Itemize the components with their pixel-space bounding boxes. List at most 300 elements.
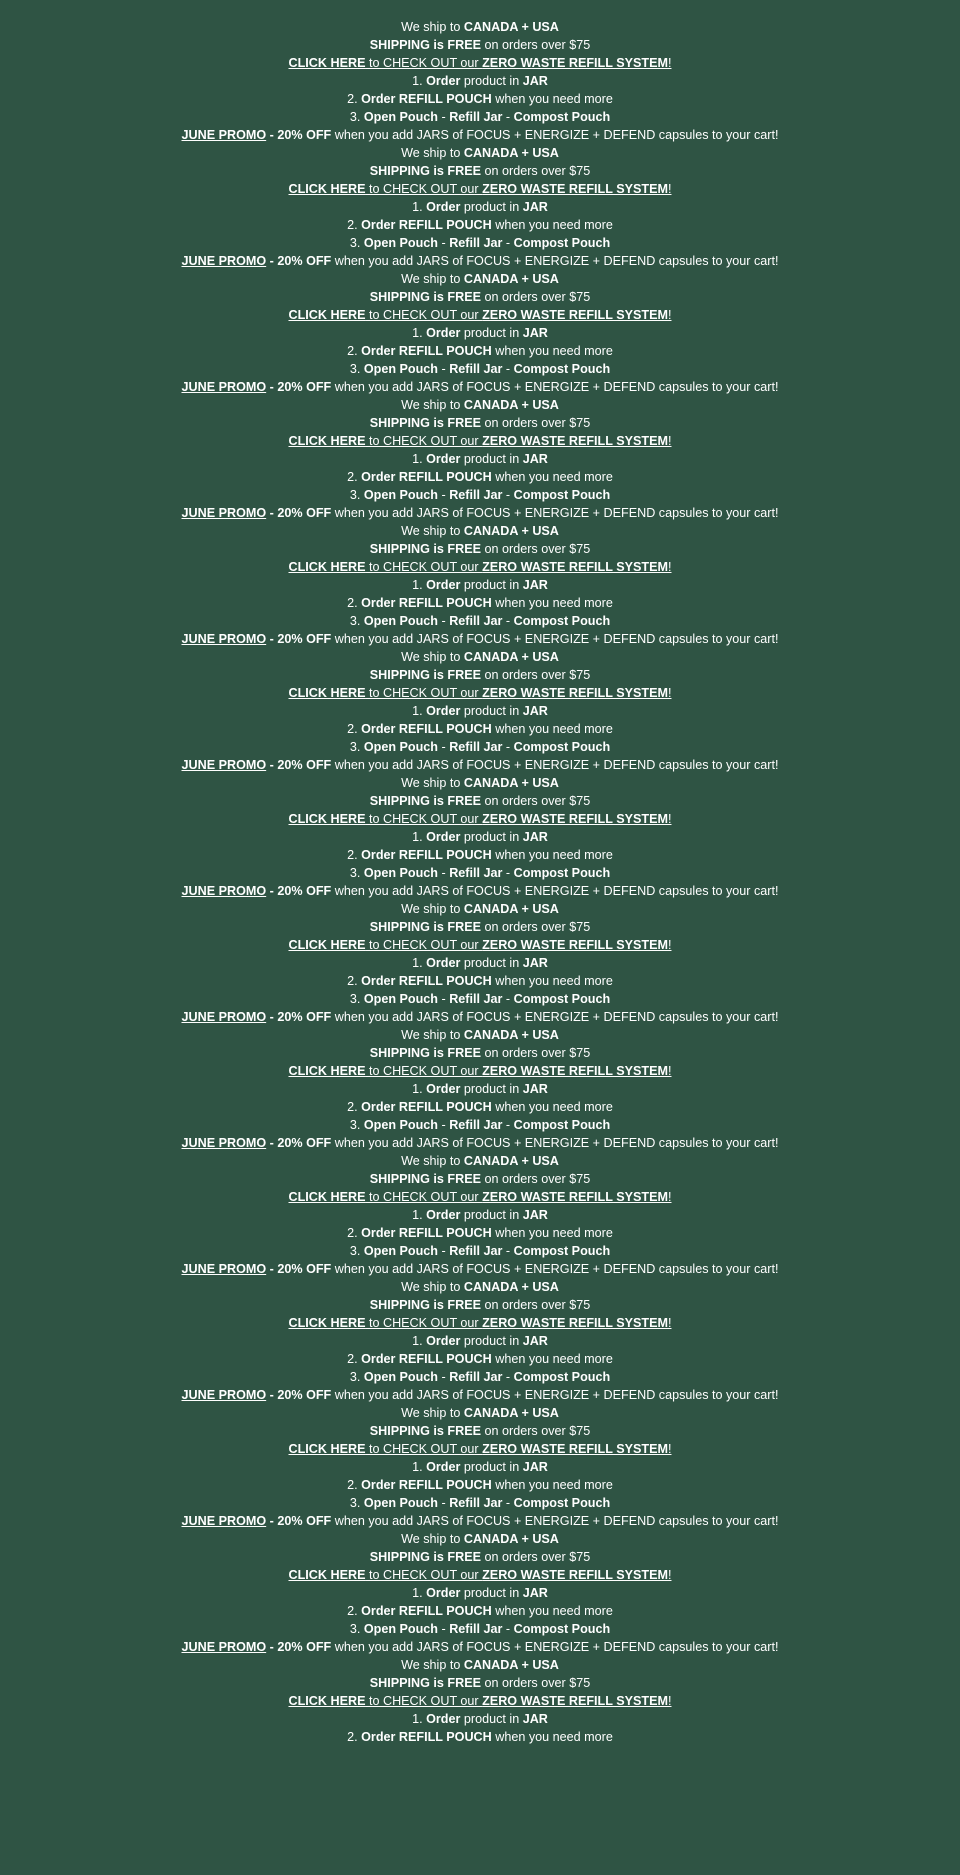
refill-system-link-part: CLICK HERE	[288, 686, 366, 700]
step-1-text-part: Order	[426, 200, 461, 214]
step-1-text-part: 1.	[412, 578, 427, 592]
june-promo-link-part: when you add JARS of FOCUS + ENERGIZE + DEFEND capsules to your cart!	[331, 1262, 779, 1276]
step-3-text	[0, 1242, 960, 1260]
june-promo-link-part: when you add JARS of FOCUS + ENERGIZE + DEFEND capsules to your cart!	[331, 1514, 779, 1528]
step-3-text-part: Compost Pouch	[513, 1118, 611, 1132]
shipping-region-text-part: We ship to	[401, 146, 464, 160]
step-2-text	[0, 1728, 960, 1746]
free-shipping-text-part: SHIPPING is FREE	[369, 164, 482, 178]
step-1-text-part: JAR	[522, 578, 548, 592]
june-promo-link[interactable]	[0, 882, 960, 900]
refill-system-link[interactable]	[0, 306, 960, 324]
june-promo-link-part: - 20% OFF	[266, 758, 332, 772]
shipping-region-text	[0, 1026, 960, 1044]
shipping-region-text	[0, 900, 960, 918]
shipping-region-text	[0, 1656, 960, 1674]
june-promo-link-part: when you add JARS of FOCUS + ENERGIZE + DEFEND capsules to your cart!	[331, 1640, 779, 1654]
step-1-text-part: Order	[426, 452, 461, 466]
step-3-text-part: -	[438, 866, 450, 880]
step-1-text-part: Order	[426, 956, 461, 970]
step-3-text-part: Refill Jar	[449, 614, 503, 628]
june-promo-link-part: JUNE PROMO	[181, 254, 267, 268]
free-shipping-text-part: SHIPPING is FREE	[369, 920, 482, 934]
june-promo-link[interactable]	[0, 756, 960, 774]
step-1-text	[0, 1710, 960, 1728]
step-1-text-part: Order	[426, 1460, 461, 1474]
june-promo-link-part: JUNE PROMO	[181, 758, 267, 772]
step-3-text-part: -	[438, 236, 450, 250]
shipping-region-text	[0, 1278, 960, 1296]
refill-system-link[interactable]	[0, 1062, 960, 1080]
step-2-text-part: Order REFILL POUCH	[361, 722, 492, 736]
step-1-text	[0, 198, 960, 216]
june-promo-link-part: - 20% OFF	[266, 254, 332, 268]
shipping-region-text	[0, 522, 960, 540]
step-2-text-part: 2.	[347, 1226, 362, 1240]
free-shipping-text	[0, 918, 960, 936]
refill-system-link[interactable]	[0, 1188, 960, 1206]
shipping-region-text-part: CANADA + USA	[463, 1532, 559, 1546]
shipping-region-text	[0, 1152, 960, 1170]
step-1-text-part: JAR	[522, 1334, 548, 1348]
step-2-text-part: 2.	[347, 470, 362, 484]
step-3-text-part: Compost Pouch	[513, 488, 611, 502]
refill-system-link-part: to CHECK OUT our	[365, 1064, 483, 1078]
step-3-text-part: 3.	[349, 1370, 364, 1384]
step-1-text-part: 1.	[412, 452, 427, 466]
step-3-text-part: Compost Pouch	[513, 866, 611, 880]
refill-system-link-part: CLICK HERE	[288, 308, 366, 322]
june-promo-link-part: JUNE PROMO	[181, 128, 267, 142]
refill-system-link-part: to CHECK OUT our	[365, 308, 483, 322]
june-promo-link-part: when you add JARS of FOCUS + ENERGIZE + DEFEND capsules to your cart!	[331, 758, 779, 772]
refill-system-link-part: ZERO WASTE REFILL SYSTEM	[482, 560, 668, 574]
free-shipping-text-part: on orders over $75	[481, 38, 591, 52]
step-3-text-part: -	[438, 1496, 450, 1510]
shipping-region-text	[0, 1530, 960, 1548]
step-2-text-part: Order REFILL POUCH	[361, 1352, 492, 1366]
step-1-text-part: JAR	[522, 1586, 548, 1600]
free-shipping-text-part: on orders over $75	[481, 164, 591, 178]
refill-system-link-part: !	[668, 1442, 672, 1456]
refill-system-link[interactable]	[0, 1692, 960, 1710]
step-3-text-part: Compost Pouch	[513, 1244, 611, 1258]
step-2-text	[0, 1602, 960, 1620]
shipping-region-text-part: We ship to	[401, 272, 464, 286]
step-3-text-part: Compost Pouch	[513, 1496, 611, 1510]
step-3-text-part: Open Pouch	[363, 614, 438, 628]
step-1-text-part: JAR	[522, 1082, 548, 1096]
refill-system-link-part: CLICK HERE	[288, 938, 366, 952]
shipping-region-text-part: CANADA + USA	[463, 1154, 559, 1168]
step-3-text-part: -	[502, 740, 514, 754]
june-promo-link-part: - 20% OFF	[266, 128, 332, 142]
step-2-text-part: when you need more	[491, 1100, 613, 1114]
step-3-text-part: Open Pouch	[363, 1244, 438, 1258]
refill-system-link-part: CLICK HERE	[288, 182, 366, 196]
shipping-region-text-part: We ship to	[401, 1154, 464, 1168]
step-1-text	[0, 1332, 960, 1350]
refill-system-link-part: !	[668, 938, 672, 952]
june-promo-link-part: JUNE PROMO	[181, 1388, 267, 1402]
step-1-text-part: product in	[460, 74, 523, 88]
step-2-text-part: when you need more	[491, 344, 613, 358]
step-3-text-part: -	[502, 992, 514, 1006]
step-2-text-part: 2.	[347, 596, 362, 610]
shipping-region-text-part: We ship to	[401, 524, 464, 538]
june-promo-link[interactable]	[0, 1260, 960, 1278]
step-1-text-part: product in	[460, 1082, 523, 1096]
refill-system-link-part: CLICK HERE	[288, 1442, 366, 1456]
step-3-text	[0, 864, 960, 882]
step-1-text-part: product in	[460, 1712, 523, 1726]
june-promo-link-part: - 20% OFF	[266, 1640, 332, 1654]
june-promo-link-part: JUNE PROMO	[181, 1262, 267, 1276]
step-2-text-part: Order REFILL POUCH	[361, 1730, 492, 1744]
june-promo-link[interactable]	[0, 1134, 960, 1152]
june-promo-link-part: JUNE PROMO	[181, 1136, 267, 1150]
step-1-text-part: Order	[426, 830, 461, 844]
free-shipping-text-part: SHIPPING is FREE	[369, 1676, 482, 1690]
step-3-text-part: Compost Pouch	[513, 236, 611, 250]
june-promo-link-part: - 20% OFF	[266, 1136, 332, 1150]
free-shipping-text-part: on orders over $75	[481, 794, 591, 808]
june-promo-link-part: - 20% OFF	[266, 1388, 332, 1402]
step-3-text-part: Open Pouch	[363, 1496, 438, 1510]
free-shipping-text	[0, 1170, 960, 1188]
refill-system-link[interactable]	[0, 180, 960, 198]
refill-system-link[interactable]	[0, 1314, 960, 1332]
step-3-text-part: Open Pouch	[363, 740, 438, 754]
step-2-text-part: when you need more	[491, 1730, 613, 1744]
step-3-text-part: Open Pouch	[363, 1370, 438, 1384]
step-1-text	[0, 1584, 960, 1602]
step-3-text-part: Compost Pouch	[513, 110, 611, 124]
june-promo-link-part: JUNE PROMO	[181, 1514, 267, 1528]
refill-system-link[interactable]	[0, 1440, 960, 1458]
free-shipping-text	[0, 1548, 960, 1566]
step-1-text	[0, 450, 960, 468]
step-1-text-part: product in	[460, 956, 523, 970]
step-3-text-part: 3.	[349, 1496, 364, 1510]
step-1-text-part: 1.	[412, 326, 427, 340]
refill-system-link-part: to CHECK OUT our	[365, 182, 483, 196]
step-2-text-part: Order REFILL POUCH	[361, 470, 492, 484]
shipping-region-text-part: CANADA + USA	[463, 146, 559, 160]
step-2-text-part: Order REFILL POUCH	[361, 92, 492, 106]
refill-system-link-part: to CHECK OUT our	[365, 812, 483, 826]
step-1-text-part: product in	[460, 578, 523, 592]
free-shipping-text	[0, 1422, 960, 1440]
refill-system-link-part: ZERO WASTE REFILL SYSTEM	[482, 1568, 668, 1582]
june-promo-link-part: when you add JARS of FOCUS + ENERGIZE + DEFEND capsules to your cart!	[331, 632, 779, 646]
step-1-text-part: Order	[426, 1334, 461, 1348]
step-3-text-part: Refill Jar	[449, 1622, 503, 1636]
step-1-text	[0, 1458, 960, 1476]
june-promo-link-part: JUNE PROMO	[181, 884, 267, 898]
step-1-text	[0, 954, 960, 972]
refill-system-link[interactable]	[0, 810, 960, 828]
step-1-text	[0, 1080, 960, 1098]
free-shipping-text	[0, 288, 960, 306]
shipping-region-text-part: We ship to	[401, 902, 464, 916]
step-1-text-part: 1.	[412, 1586, 427, 1600]
shipping-region-text-part: CANADA + USA	[463, 1406, 559, 1420]
step-3-text-part: -	[502, 362, 514, 376]
free-shipping-text-part: on orders over $75	[481, 290, 591, 304]
step-1-text-part: 1.	[412, 1334, 427, 1348]
shipping-region-text	[0, 1404, 960, 1422]
refill-system-link[interactable]	[0, 684, 960, 702]
step-3-text-part: Refill Jar	[449, 1118, 503, 1132]
refill-system-link-part: ZERO WASTE REFILL SYSTEM	[482, 938, 668, 952]
june-promo-link[interactable]	[0, 126, 960, 144]
refill-system-link[interactable]	[0, 432, 960, 450]
step-2-text	[0, 216, 960, 234]
refill-system-link-part: !	[668, 1316, 672, 1330]
step-3-text-part: Compost Pouch	[513, 1370, 611, 1384]
refill-system-link-part: !	[668, 308, 672, 322]
june-promo-link[interactable]	[0, 378, 960, 396]
free-shipping-text	[0, 792, 960, 810]
step-2-text-part: when you need more	[491, 218, 613, 232]
refill-system-link-part: to CHECK OUT our	[365, 686, 483, 700]
shipping-region-text-part: We ship to	[401, 1532, 464, 1546]
june-promo-link-part: - 20% OFF	[266, 632, 332, 646]
step-1-text-part: 1.	[412, 704, 427, 718]
june-promo-link-part: when you add JARS of FOCUS + ENERGIZE + DEFEND capsules to your cart!	[331, 380, 779, 394]
step-3-text-part: 3.	[349, 236, 364, 250]
refill-system-link-part: ZERO WASTE REFILL SYSTEM	[482, 434, 668, 448]
step-3-text-part: Refill Jar	[449, 1496, 503, 1510]
free-shipping-text	[0, 414, 960, 432]
june-promo-link[interactable]	[0, 1638, 960, 1656]
step-2-text-part: Order REFILL POUCH	[361, 218, 492, 232]
refill-system-link[interactable]	[0, 558, 960, 576]
refill-system-link-part: to CHECK OUT our	[365, 434, 483, 448]
step-1-text-part: JAR	[522, 74, 548, 88]
step-3-text	[0, 1368, 960, 1386]
step-3-text-part: Refill Jar	[449, 362, 503, 376]
free-shipping-text-part: on orders over $75	[481, 1550, 591, 1564]
step-2-text-part: 2.	[347, 722, 362, 736]
step-1-text	[0, 324, 960, 342]
step-2-text-part: when you need more	[491, 1226, 613, 1240]
free-shipping-text-part: on orders over $75	[481, 1046, 591, 1060]
refill-system-link-part: !	[668, 1568, 672, 1582]
step-3-text	[0, 1620, 960, 1638]
step-1-text-part: JAR	[522, 1460, 548, 1474]
step-3-text-part: -	[502, 110, 514, 124]
step-3-text-part: Refill Jar	[449, 992, 503, 1006]
refill-system-link-part: CLICK HERE	[288, 434, 366, 448]
june-promo-link-part: when you add JARS of FOCUS + ENERGIZE + DEFEND capsules to your cart!	[331, 1136, 779, 1150]
june-promo-link[interactable]	[0, 1008, 960, 1026]
step-1-text-part: JAR	[522, 1208, 548, 1222]
step-2-text-part: when you need more	[491, 596, 613, 610]
step-3-text-part: Open Pouch	[363, 1622, 438, 1636]
june-promo-link-part: when you add JARS of FOCUS + ENERGIZE + DEFEND capsules to your cart!	[331, 1388, 779, 1402]
step-3-text-part: Refill Jar	[449, 1370, 503, 1384]
step-3-text-part: 3.	[349, 1244, 364, 1258]
free-shipping-text-part: on orders over $75	[481, 668, 591, 682]
refill-system-link-part: CLICK HERE	[288, 560, 366, 574]
step-2-text	[0, 594, 960, 612]
step-1-text-part: Order	[426, 1712, 461, 1726]
step-2-text-part: when you need more	[491, 1478, 613, 1492]
step-2-text-part: when you need more	[491, 974, 613, 988]
step-2-text-part: Order REFILL POUCH	[361, 596, 492, 610]
step-1-text-part: 1.	[412, 200, 427, 214]
refill-system-link-part: CLICK HERE	[288, 1694, 366, 1708]
refill-system-link[interactable]	[0, 936, 960, 954]
step-2-text-part: 2.	[347, 344, 362, 358]
step-3-text-part: 3.	[349, 110, 364, 124]
shipping-region-text-part: CANADA + USA	[463, 524, 559, 538]
free-shipping-text-part: SHIPPING is FREE	[369, 542, 482, 556]
free-shipping-text	[0, 162, 960, 180]
shipping-region-text	[0, 144, 960, 162]
step-3-text-part: Compost Pouch	[513, 992, 611, 1006]
refill-system-link-part: to CHECK OUT our	[365, 560, 483, 574]
step-1-text-part: Order	[426, 1586, 461, 1600]
june-promo-link-part: when you add JARS of FOCUS + ENERGIZE + DEFEND capsules to your cart!	[331, 128, 779, 142]
step-2-text-part: 2.	[347, 92, 362, 106]
step-1-text-part: product in	[460, 200, 523, 214]
refill-system-link-part: !	[668, 1190, 672, 1204]
step-3-text-part: -	[502, 1244, 514, 1258]
step-2-text-part: Order REFILL POUCH	[361, 1100, 492, 1114]
step-1-text-part: JAR	[522, 326, 548, 340]
june-promo-link-part: - 20% OFF	[266, 1262, 332, 1276]
step-1-text-part: JAR	[522, 1712, 548, 1726]
step-3-text	[0, 990, 960, 1008]
free-shipping-text-part: on orders over $75	[481, 416, 591, 430]
step-2-text-part: when you need more	[491, 722, 613, 736]
step-3-text-part: 3.	[349, 992, 364, 1006]
refill-system-link-part: CLICK HERE	[288, 1064, 366, 1078]
shipping-region-text	[0, 648, 960, 666]
june-promo-link-part: when you add JARS of FOCUS + ENERGIZE + DEFEND capsules to your cart!	[331, 1010, 779, 1024]
step-1-text-part: JAR	[522, 704, 548, 718]
refill-system-link-part: !	[668, 560, 672, 574]
june-promo-link[interactable]	[0, 1512, 960, 1530]
refill-system-link-part: to CHECK OUT our	[365, 1694, 483, 1708]
step-3-text-part: -	[438, 488, 450, 502]
step-3-text-part: Open Pouch	[363, 1118, 438, 1132]
step-3-text-part: -	[502, 866, 514, 880]
step-1-text-part: product in	[460, 830, 523, 844]
refill-system-link-part: ZERO WASTE REFILL SYSTEM	[482, 1064, 668, 1078]
shipping-region-text-part: CANADA + USA	[463, 20, 559, 34]
refill-system-link-part: to CHECK OUT our	[365, 1442, 483, 1456]
free-shipping-text	[0, 1044, 960, 1062]
step-1-text-part: product in	[460, 326, 523, 340]
step-2-text-part: 2.	[347, 1100, 362, 1114]
step-3-text-part: -	[438, 1370, 450, 1384]
step-1-text-part: JAR	[522, 452, 548, 466]
step-2-text	[0, 342, 960, 360]
step-2-text-part: when you need more	[491, 470, 613, 484]
free-shipping-text-part: on orders over $75	[481, 542, 591, 556]
step-3-text-part: Open Pouch	[363, 488, 438, 502]
step-3-text-part: 3.	[349, 614, 364, 628]
step-3-text-part: -	[502, 1118, 514, 1132]
june-promo-link[interactable]	[0, 252, 960, 270]
step-2-text	[0, 846, 960, 864]
shipping-region-text-part: We ship to	[401, 20, 464, 34]
step-1-text-part: Order	[426, 1208, 461, 1222]
refill-system-link[interactable]	[0, 1566, 960, 1584]
step-2-text-part: Order REFILL POUCH	[361, 1226, 492, 1240]
step-3-text-part: -	[438, 992, 450, 1006]
june-promo-link[interactable]	[0, 1386, 960, 1404]
step-1-text-part: 1.	[412, 1712, 427, 1726]
refill-system-link-part: CLICK HERE	[288, 1190, 366, 1204]
free-shipping-text	[0, 1674, 960, 1692]
step-3-text-part: -	[502, 236, 514, 250]
step-1-text	[0, 828, 960, 846]
shipping-region-text-part: CANADA + USA	[463, 650, 559, 664]
refill-system-link-part: to CHECK OUT our	[365, 56, 483, 70]
june-promo-link-part: - 20% OFF	[266, 506, 332, 520]
june-promo-link-part: JUNE PROMO	[181, 380, 267, 394]
refill-system-link-part: ZERO WASTE REFILL SYSTEM	[482, 56, 668, 70]
step-1-text-part: 1.	[412, 956, 427, 970]
refill-system-link-part: !	[668, 56, 672, 70]
june-promo-link-part: - 20% OFF	[266, 884, 332, 898]
step-1-text-part: product in	[460, 1586, 523, 1600]
june-promo-link[interactable]	[0, 504, 960, 522]
refill-system-link[interactable]	[0, 54, 960, 72]
refill-system-link-part: !	[668, 686, 672, 700]
refill-system-link-part: !	[668, 1064, 672, 1078]
free-shipping-text-part: SHIPPING is FREE	[369, 1172, 482, 1186]
step-2-text-part: Order REFILL POUCH	[361, 1604, 492, 1618]
step-1-text-part: Order	[426, 704, 461, 718]
step-1-text-part: product in	[460, 1460, 523, 1474]
free-shipping-text-part: on orders over $75	[481, 920, 591, 934]
free-shipping-text-part: SHIPPING is FREE	[369, 1046, 482, 1060]
step-3-text-part: Refill Jar	[449, 488, 503, 502]
step-1-text	[0, 1206, 960, 1224]
free-shipping-text-part: on orders over $75	[481, 1172, 591, 1186]
step-3-text	[0, 1494, 960, 1512]
step-2-text-part: Order REFILL POUCH	[361, 344, 492, 358]
shipping-region-text-part: CANADA + USA	[463, 1028, 559, 1042]
june-promo-link[interactable]	[0, 630, 960, 648]
june-promo-link-part: - 20% OFF	[266, 1514, 332, 1528]
june-promo-link-part: when you add JARS of FOCUS + ENERGIZE + DEFEND capsules to your cart!	[331, 254, 779, 268]
refill-system-link-part: ZERO WASTE REFILL SYSTEM	[482, 182, 668, 196]
refill-system-link-part: ZERO WASTE REFILL SYSTEM	[482, 1694, 668, 1708]
free-shipping-text-part: SHIPPING is FREE	[369, 1298, 482, 1312]
step-3-text-part: -	[502, 1496, 514, 1510]
june-promo-link-part: when you add JARS of FOCUS + ENERGIZE + DEFEND capsules to your cart!	[331, 884, 779, 898]
shipping-region-text-part: We ship to	[401, 398, 464, 412]
refill-system-link-part: ZERO WASTE REFILL SYSTEM	[482, 308, 668, 322]
refill-system-link-part: !	[668, 182, 672, 196]
free-shipping-text-part: SHIPPING is FREE	[369, 290, 482, 304]
step-1-text-part: 1.	[412, 830, 427, 844]
shipping-region-text-part: We ship to	[401, 1658, 464, 1672]
refill-system-link-part: ZERO WASTE REFILL SYSTEM	[482, 1190, 668, 1204]
step-3-text-part: Open Pouch	[363, 110, 438, 124]
step-1-text-part: 1.	[412, 1460, 427, 1474]
step-2-text	[0, 1476, 960, 1494]
step-2-text-part: Order REFILL POUCH	[361, 1478, 492, 1492]
free-shipping-text	[0, 1296, 960, 1314]
